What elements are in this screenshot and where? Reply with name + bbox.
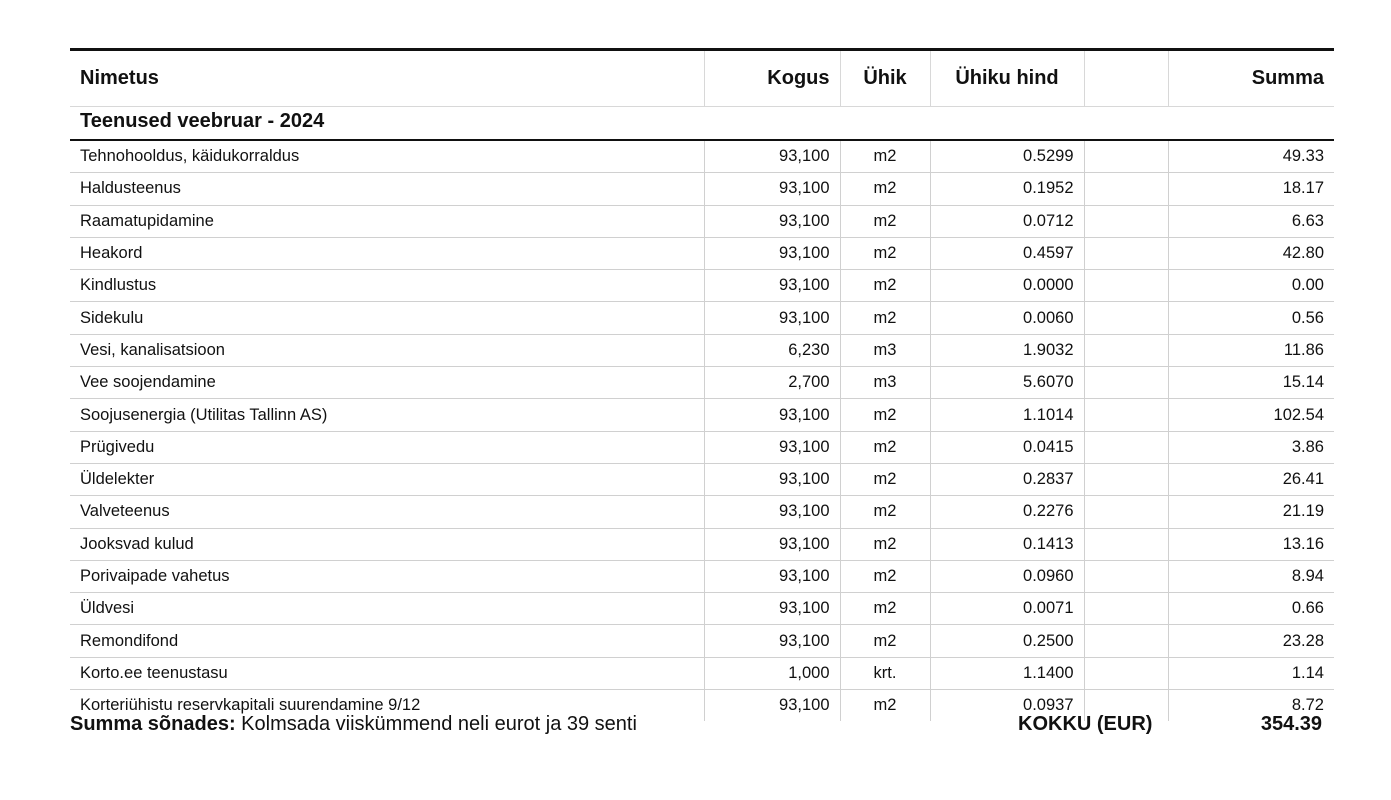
row-quantity: 93,100 (704, 463, 840, 495)
sum-in-words (70, 713, 637, 736)
header-unit: Ühik (840, 50, 930, 107)
row-unit-price: 0.2500 (930, 625, 1084, 657)
row-sum: 42.80 (1168, 237, 1334, 269)
row-name: Üldvesi (70, 593, 704, 625)
table-row (70, 399, 1334, 431)
row-unit-price: 0.0000 (930, 270, 1084, 302)
row-unit: m2 (840, 625, 930, 657)
table-row (70, 496, 1334, 528)
row-unit-price: 5.6070 (930, 367, 1084, 399)
row-spacer (1084, 593, 1168, 625)
row-quantity: 6,230 (704, 334, 840, 366)
row-sum: 1.14 (1168, 657, 1334, 689)
sum-in-words-value: Kolmsada viiskümmend neli eurot ja 39 senti (241, 713, 637, 735)
row-unit: m2 (840, 528, 930, 560)
table-row (70, 173, 1334, 205)
row-name: Üldelekter (70, 463, 704, 495)
row-spacer (1084, 270, 1168, 302)
row-sum: 21.19 (1168, 496, 1334, 528)
row-unit-price: 0.0071 (930, 593, 1084, 625)
row-quantity: 93,100 (704, 302, 840, 334)
row-unit-price: 1.1400 (930, 657, 1084, 689)
row-spacer (1084, 173, 1168, 205)
row-spacer (1084, 237, 1168, 269)
row-unit: m2 (840, 270, 930, 302)
row-quantity: 2,700 (704, 367, 840, 399)
row-quantity: 93,100 (704, 593, 840, 625)
row-spacer (1084, 528, 1168, 560)
row-unit: krt. (840, 657, 930, 689)
row-sum: 3.86 (1168, 431, 1334, 463)
row-name: Vee soojendamine (70, 367, 704, 399)
row-sum: 102.54 (1168, 399, 1334, 431)
row-spacer (1084, 496, 1168, 528)
invoice (70, 48, 1334, 735)
row-unit: m2 (840, 140, 930, 173)
row-unit-price: 0.1952 (930, 173, 1084, 205)
table-row (70, 593, 1334, 625)
table-header-row (70, 50, 1334, 107)
row-sum: 49.33 (1168, 140, 1334, 173)
row-name: Haldusteenus (70, 173, 704, 205)
row-sum: 0.66 (1168, 593, 1334, 625)
row-sum: 6.63 (1168, 205, 1334, 237)
row-unit: m3 (840, 367, 930, 399)
row-unit: m2 (840, 496, 930, 528)
row-unit-price: 1.9032 (930, 334, 1084, 366)
row-spacer (1084, 302, 1168, 334)
row-name: Soojusenergia (Utilitas Tallinn AS) (70, 399, 704, 431)
row-quantity: 93,100 (704, 431, 840, 463)
row-sum: 13.16 (1168, 528, 1334, 560)
row-name: Sidekulu (70, 302, 704, 334)
table-row (70, 270, 1334, 302)
row-unit: m3 (840, 334, 930, 366)
total-label: KOKKU (EUR) (1018, 713, 1153, 735)
row-spacer (1084, 399, 1168, 431)
section-row (70, 107, 1334, 141)
table-row (70, 237, 1334, 269)
table-body (70, 140, 1334, 721)
row-name: Korteriühistu reservkapitali suurendamine 9/12 (80, 696, 421, 715)
row-sum: 8.94 (1168, 560, 1334, 592)
table-row (70, 302, 1334, 334)
row-spacer (1084, 560, 1168, 592)
row-unit-price: 0.0937 (930, 690, 1084, 722)
table-row (70, 367, 1334, 399)
row-quantity: 93,100 (704, 173, 840, 205)
row-name: Prügivedu (70, 431, 704, 463)
invoice-table (70, 48, 1334, 721)
row-name: Kindlustus (70, 270, 704, 302)
row-unit: m2 (840, 173, 930, 205)
row-quantity: 93,100 (704, 237, 840, 269)
header-unit-price: Ühiku hind (930, 50, 1084, 107)
row-name: Porivaipade vahetus (70, 560, 704, 592)
row-spacer (1084, 367, 1168, 399)
row-spacer (1084, 431, 1168, 463)
header-spacer (1084, 50, 1168, 107)
row-sum: 26.41 (1168, 463, 1334, 495)
row-sum: 15.14 (1168, 367, 1334, 399)
row-spacer (1084, 625, 1168, 657)
row-name: Korto.ee teenustasu (70, 657, 704, 689)
row-quantity: 93,100 (704, 625, 840, 657)
row-name: Tehnohooldus, käidukorraldus (70, 140, 704, 173)
row-quantity: 93,100 (704, 205, 840, 237)
row-spacer (1084, 463, 1168, 495)
row-unit-price: 1.1014 (930, 399, 1084, 431)
row-unit-price: 0.2276 (930, 496, 1084, 528)
row-unit: m2 (840, 431, 930, 463)
row-quantity: 93,100 (704, 399, 840, 431)
row-quantity: 1,000 (704, 657, 840, 689)
table-row (70, 140, 1334, 173)
table-row (70, 205, 1334, 237)
row-unit: m2 (840, 237, 930, 269)
section-title: Teenused veebruar - 2024 (70, 107, 1334, 141)
row-unit-price: 0.0060 (930, 302, 1084, 334)
row-name: Heakord (70, 237, 704, 269)
row-name: Remondifond (70, 625, 704, 657)
row-name: Vesi, kanalisatsioon (70, 334, 704, 366)
header-quantity: Kogus (704, 50, 840, 107)
row-sum: 0.00 (1168, 270, 1334, 302)
row-unit-price: 0.5299 (930, 140, 1084, 173)
row-unit-price: 0.4597 (930, 237, 1084, 269)
row-name: Raamatupidamine (70, 205, 704, 237)
row-name: Jooksvad kulud (70, 528, 704, 560)
row-unit: m2 (840, 205, 930, 237)
row-unit: m2 (840, 399, 930, 431)
row-quantity: 93,100 (704, 270, 840, 302)
row-unit: m2 (840, 463, 930, 495)
table-row (70, 463, 1334, 495)
row-unit-price: 0.0960 (930, 560, 1084, 592)
row-sum: 0.56 (1168, 302, 1334, 334)
row-sum: 11.86 (1168, 334, 1334, 366)
row-unit: m2 (840, 302, 930, 334)
row-spacer (1084, 140, 1168, 173)
row-spacer (1084, 334, 1168, 366)
row-unit-price: 0.2837 (930, 463, 1084, 495)
table-row (70, 625, 1334, 657)
invoice-footer (70, 713, 1334, 741)
total-value: 354.39 (1260, 713, 1322, 735)
row-sum: 18.17 (1168, 173, 1334, 205)
sum-in-words-label: Summa sõnades: (70, 713, 236, 735)
row-quantity: 93,100 (704, 560, 840, 592)
row-quantity: 93,100 (704, 140, 840, 173)
header-sum: Summa (1168, 50, 1334, 107)
table-row (70, 657, 1334, 689)
table-row (70, 334, 1334, 366)
row-unit-price: 0.1413 (930, 528, 1084, 560)
row-quantity: 93,100 (704, 496, 840, 528)
row-quantity: 93,100 (704, 690, 840, 722)
row-name: Valveteenus (70, 496, 704, 528)
table-row (70, 528, 1334, 560)
row-unit-price: 0.0415 (930, 431, 1084, 463)
row-unit-price: 0.0712 (930, 205, 1084, 237)
header-name: Nimetus (80, 67, 159, 89)
row-unit: m2 (840, 593, 930, 625)
table-row (70, 431, 1334, 463)
table-row (70, 560, 1334, 592)
row-sum: 23.28 (1168, 625, 1334, 657)
row-unit: m2 (840, 560, 930, 592)
row-unit: m2 (840, 690, 930, 722)
row-sum: 8.72 (1168, 690, 1334, 722)
row-quantity: 93,100 (704, 528, 840, 560)
row-spacer (1084, 657, 1168, 689)
row-spacer (1084, 205, 1168, 237)
